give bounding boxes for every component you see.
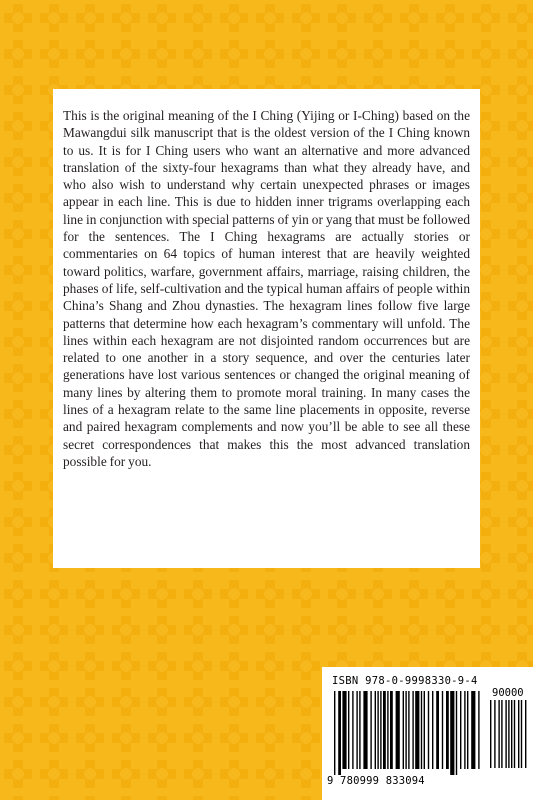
barcode-bar	[390, 691, 393, 769]
barcode-bar	[432, 691, 433, 769]
barcode-bar	[518, 700, 519, 768]
barcode-bar	[356, 691, 357, 769]
barcode-bar	[498, 700, 499, 768]
barcode-bar	[334, 691, 335, 775]
barcode-bar	[412, 691, 413, 769]
barcode-bar	[387, 691, 388, 769]
barcode-bar	[494, 700, 495, 768]
barcode-bar	[338, 691, 341, 775]
barcode-bar	[424, 691, 425, 769]
barcode-bar	[408, 691, 409, 769]
barcode-bar	[505, 700, 506, 768]
barcode-bar	[436, 691, 439, 769]
addon-barcode	[490, 700, 530, 774]
barcode-bar	[396, 691, 400, 769]
barcode-bar	[359, 691, 360, 769]
barcode-bar	[363, 691, 367, 769]
barcode-bar	[442, 691, 443, 769]
barcode-bar	[403, 691, 404, 769]
barcode-bar	[490, 700, 491, 768]
barcode-bar	[450, 691, 454, 775]
barcode-box	[322, 667, 533, 800]
barcode-bar	[342, 691, 346, 769]
ean-digits: 9 780999 833094	[327, 775, 425, 787]
isbn-label: ISBN 978-0-9998330-9-4	[332, 675, 478, 687]
barcode-bar	[511, 700, 512, 768]
barcode-bar	[521, 700, 522, 768]
barcode-bar	[478, 691, 479, 769]
ean-barcode	[334, 691, 484, 775]
barcode-bar	[456, 691, 457, 775]
barcode-bar	[467, 691, 468, 769]
barcode-bar	[471, 691, 475, 769]
barcode-bar	[383, 691, 386, 769]
barcode-bar	[405, 691, 406, 769]
barcode-bar	[446, 691, 449, 769]
blurb-text: This is the original meaning of the I Ching (Yijing or I-Ching) based on the Mawangdui silk manuscript that is the oldest version of the I Ching known to us. It is for I Ching users who want an alternative and more advanced translation of the sixty-four hexagrams than what they already have, and who also wish to understand why certain unexpected phrases or images appear in each line. This is due to hidden inner trigrams overlapping each line in conjunction with special patterns of yin or yang that must be followed for the sentences. The I Ching hexagrams are actually stories or commentaries on 64 topics of human interest that are heavily weighted toward politics, warfare, government affairs, marriage, raising children, the phases of life, self-cultivation and the typical human affairs of people within China’s Shang and Zhou dynasties. The hexagram lines follow five large patterns that determine how each hexagram’s commentary will unfold. The lines within each hexagram are not disjointed random occurrences but are related to one another in a story sequence, and over the centuries later generations have lost various sentences or changed the original meaning of many lines by altering them to promote moral training. In many cases the lines of a hexagram relate to the same line placements in opposite, reverse and paired hexagram complements and now you’ll be able to see all these secret correspondences that makes this the most advanced translation possible for you.	[63, 108, 470, 469]
barcode-bar	[501, 700, 502, 768]
barcode-bar	[370, 691, 371, 769]
blurb-box	[53, 89, 480, 568]
barcode-bar	[525, 700, 526, 768]
addon-digits: 90000	[492, 687, 524, 699]
barcode-bar	[508, 700, 509, 768]
barcode-bar	[380, 691, 381, 769]
barcode-bar	[352, 691, 353, 769]
barcode-bar	[421, 691, 422, 769]
barcode-bar	[460, 691, 461, 769]
barcode-bar	[415, 691, 419, 769]
barcode-bar	[348, 691, 349, 769]
barcode-bar	[375, 691, 376, 769]
barcode-bar	[428, 691, 429, 769]
barcode-bar	[377, 691, 378, 769]
barcode-bar	[514, 700, 515, 768]
barcode-bar	[464, 691, 465, 769]
